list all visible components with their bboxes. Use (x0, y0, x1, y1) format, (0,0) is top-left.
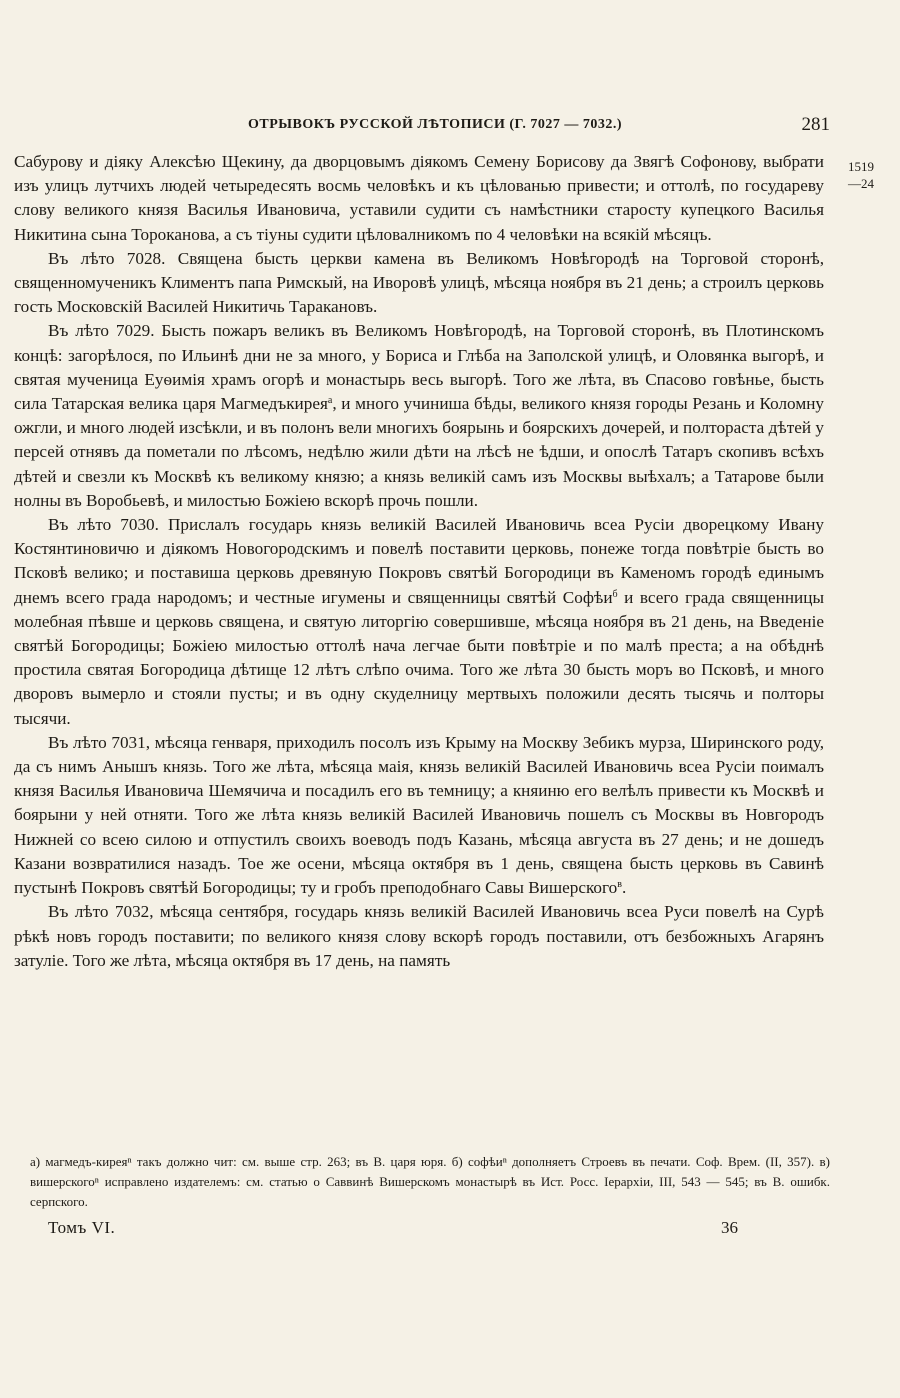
chronicle-text (14, 150, 824, 973)
paragraph (14, 513, 824, 731)
page-number: 281 (801, 114, 830, 135)
footnote-mark: б (612, 588, 618, 600)
running-header (40, 114, 830, 141)
paragraph-text: , и много учиниша бѣды, великого князя городы Резань и Коломну ожгли, и много людей изсѣкли, и въ полонъ вели многихъ боярынь и боярскихъ дочерей, и полтораста дѣтей у персей отнявъ да пометали по лѣсомъ, недѣлю жили дѣти на лѣсѣ не ѣдши, и опослѣ Татаръ скопивъ всѣхъ дѣтей и свезли къ Москвѣ къ великому князю; а князь великій самъ изъ Москвы выѣхалъ; а Татарове были нолны въ Воробьевѣ, и милостью Божіею вскорѣ прочь пошли. (14, 394, 824, 510)
paragraph: Въ лѣто 7028. Священа бысть церкви камена въ Великомъ Новѣгородѣ на Торговой сторонѣ, священномученикъ Климентъ папа Римскый, на Иворовѣ улицѣ, мѣсяца ноября въ 21 день; а строилъ церковь гость Московскій Василей Никитичь Таракановъ. (14, 248, 824, 317)
paragraph (14, 731, 824, 900)
footnote-mark: в (617, 879, 622, 891)
paragraph-text: Въ лѣто 7029. Бысть пожаръ великъ въ Великомъ Новѣгородѣ, на Торговой сторонѣ, въ Плотинскомъ концѣ: загорѣлося, по Ильинѣ дни не за много, у Бориса и Глѣба на Заполской улицѣ, и Оловянка выгорѣ, и святая мученица Еуѳимія храмъ огорѣ и монастырь весь выгорѣ. Того же лѣта, въ Спасово говѣнье, бысть сила Татарская велика царя Магмедъкирея (14, 321, 824, 414)
running-title: ОТРЫВОКЪ РУССКОЙ ЛѢТОПИСИ (Г. 7027 — 7032.) (248, 117, 622, 132)
footnote-mark: а (327, 395, 333, 407)
page-footer (48, 1218, 738, 1244)
signature-mark: 36 (721, 1218, 738, 1237)
paragraph-text: . (621, 878, 627, 898)
margin-note-line: 1519 (848, 159, 874, 174)
volume-label: Томъ VI. (48, 1218, 116, 1237)
paragraph: Сабурову и діяку Алексѣю Щекину, да дворцовымъ діякомъ Семену Борисову да Звягѣ Софонову, выбрати изъ улицъ лутчихъ людей четыредесять восмь человѣкъ и къ цѣлованью привести; и оттолѣ, по государеву слову великого князя Василья Ивановича, уставили судити съ намѣстники старосту купецкого Василья Никитина сына Тороканова, а съ тіуны судити цѣловалникомъ по 4 человѣки на всякій мѣсяцъ. (14, 152, 824, 244)
paragraph (14, 319, 824, 513)
paragraph-text: Въ лѣто 7031, мѣсяца генваря, приходилъ посолъ изъ Крыму на Москву Зебикъ мурза, Ширинского роду, да съ нимъ Анышъ князь. Того же лѣта, мѣсяца маія, князь великій Василей Ивановичь всеа Русіи поималъ князя Василья Ивановича Шемячича и посадилъ его въ темницу; а княиню его велѣлъ привести къ Москвѣ и боярыни у ней отняти. Того же лѣта князь великій Василей Ивановичь пошелъ съ Москвы въ Новгородъ Нижней со всею силою и отпустилъ своихъ воеводъ подъ Казань, мѣсяца августа въ 27 день; и не дошедъ Казани возвратилися назадъ. Тое же осени, мѣсяца октября въ 1 день, священа бысть церковь въ Савинѣ пустынѣ Покровъ святѣй Богородицы; ту и гробъ преподобнаго Савы Вишерского (14, 732, 824, 898)
footnotes (30, 1152, 830, 1212)
margin-note-line: —24 (848, 176, 874, 191)
paragraph: Въ лѣто 7032, мѣсяца сентября, государь князь великій Василей Ивановичь всеа Руси повелѣ на Сурѣ рѣкѣ новъ городъ поставити; по великого князя слову вскорѣ городъ поставили, отъ безбожныхъ Агарянъ затуліе. Того же лѣта, мѣсяца октября въ 17 день, на память (14, 902, 824, 970)
footnote: а) магмедъ-киреяⁿ такъ должно чит: см. выше стр. 263; въ В. царя юря. б) софѣиⁿ дополняетъ Строевъ въ печати. Соф. Врем. (II, 357). в) вишерскогоⁿ исправлено издателемъ: см. статью о Саввинѣ Вишерскомъ монастырѣ въ Ист. Росс. Іерархіи, III, 543 — 545; въ В. ошибк. серпского. (30, 1154, 830, 1209)
margin-year-note (830, 158, 874, 192)
paragraph-text: и всего града священницы молебная пѣвше и церковь священа, и святую литоргію совершивше, мѣсяца ноября въ 21 день, на Введеніе святѣй Богородицы; Божіею милостью оттолѣ нача легчае быти повѣтріе и по малѣ преста; а на обѣднѣ простила святая Богородица дѣтище 12 лѣтъ слѣпо очима. Того же лѣта 30 бысть моръ во Псковѣ, и много дворовъ вымерло и стояли пусты; и въ одну скуделницу мертвыхъ положили десять тысячь и полторы тысячи. (14, 587, 824, 728)
paragraph-text: Въ лѣто 7030. Прислалъ государь князь великій Василей Ивановичь всеа Русіи дворецкому Ивану Костянтиновичю и діякомъ Новогородскимъ и повелѣ поставити церковь, понеже тогда повѣтріе бысть во Псковѣ велико; и поставиша церковь древяную Покровъ святѣй Богородици въ Каменомъ городѣ единымъ днемъ всего града народомъ; и честные игумены и священницы святѣй Софѣи (14, 515, 824, 607)
